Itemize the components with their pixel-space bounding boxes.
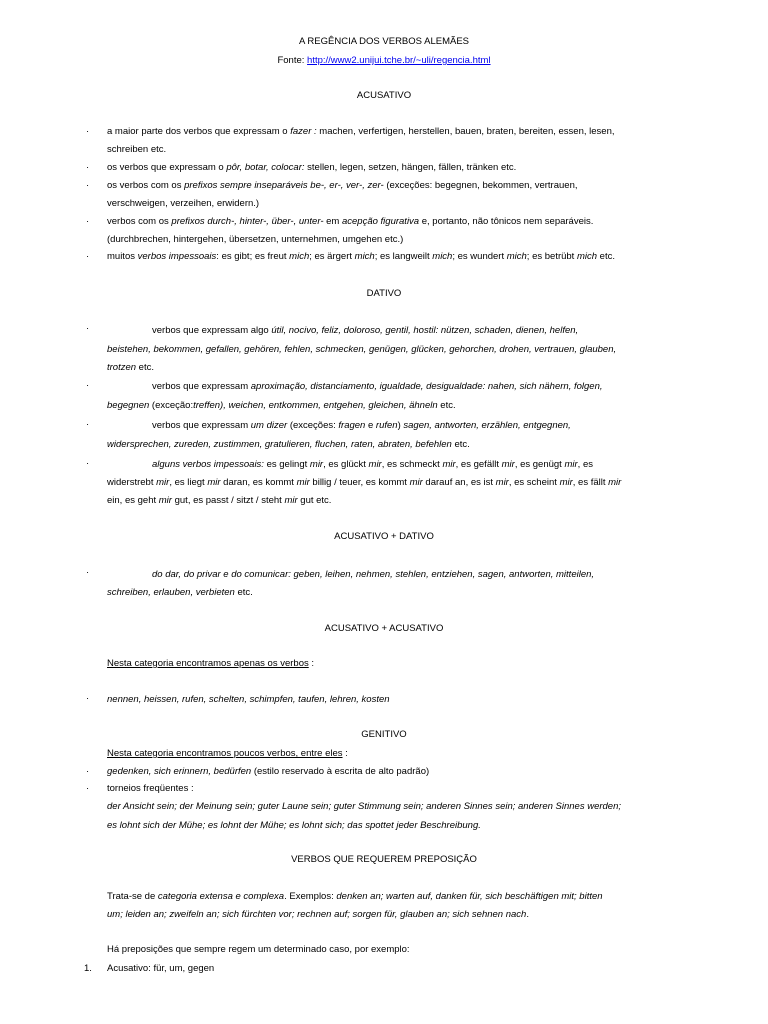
bullet: ·	[86, 180, 90, 191]
genitivo-line-4: es lohnt sich der Mühe; es lohnt der Mühe; es lohnt sich; das spottet jeder Beschreibung.	[107, 820, 481, 831]
bullet: ·	[86, 162, 90, 173]
dativo-line-5: begegnen (exceção:treffen), weichen, entkommen, entgehen, gleichen, ähneln etc.	[107, 400, 456, 411]
source-link[interactable]: http://www2.unijui.tche.br/~uli/regencia.html	[307, 55, 491, 66]
dativo-line-1: verbos que expressam algo útil, nocivo, feliz, doloroso, gentil, hostil: nützen, schaden, dienen, helfen,	[152, 325, 579, 336]
section-heading-acusativo-acusativo: ACUSATIVO + ACUSATIVO	[324, 623, 444, 634]
acusativo-line-3: os verbos que expressam o pôr, botar, colocar: stellen, legen, setzen, hängen, fällen, tränken etc.	[107, 162, 517, 173]
acusativo-line-1: a maior parte dos verbos que expressam o fazer : machen, verfertigen, herstellen, bauen, braten, bereiten, essen, lesen,	[107, 126, 615, 137]
intro-colon: :	[345, 748, 348, 759]
dativo-line-8: alguns verbos impessoais: es gelingt mir, es glückt mir, es schmeckt mir, es gefällt mir, es genügt mir, es	[152, 459, 593, 470]
section-heading-genitivo: GENITIVO	[361, 729, 407, 740]
acusativo-line-7: (durchbrechen, hintergehen, übersetzen, unternehmen, umgehen etc.)	[107, 234, 404, 245]
bullet: ·	[86, 216, 90, 227]
section-heading-acusativo-dativo: ACUSATIVO + DATIVO	[334, 531, 434, 542]
dativo-line-4: verbos que expressam aproximação, distanciamento, igualdade, desigualdade: nahen, sich nähern, folgen,	[152, 381, 603, 392]
dativo-line-9: widerstrebt mir, es liegt mir daran, es kommt mir billig / teuer, es kommt mir darauf an, es ist mir, es scheint mir, es fällt mir	[107, 477, 622, 488]
bullet: ·	[86, 419, 90, 430]
acusativo-line-2: schreiben etc.	[107, 144, 167, 155]
bullet: ·	[86, 380, 90, 391]
bullet: ·	[86, 251, 90, 262]
section-heading-preposicao: VERBOS QUE REQUEREM PREPOSIÇÃO	[291, 854, 477, 865]
bullet: ·	[86, 783, 90, 794]
source-line	[0, 52, 768, 70]
genitivo-line-1: gedenken, sich erinnern, bedürfen (estilo reservado à escrita de alto padrão)	[107, 766, 430, 777]
section-heading-acusativo: ACUSATIVO	[356, 90, 412, 101]
dativo-line-7: widersprechen, zureden, zustimmen, gratulieren, fluchen, raten, abraten, befehlen etc.	[107, 439, 470, 450]
acusativo-line-5: verschweigen, verzeihen, erwidern.)	[107, 198, 260, 209]
genitivo-intro	[107, 745, 348, 763]
page-title: A REGÊNCIA DOS VERBOS ALEMÃES	[298, 36, 469, 47]
source-label: Fonte:	[277, 55, 305, 66]
bullet: ·	[86, 766, 90, 777]
bullet: ·	[86, 693, 90, 704]
preposicao-line-3: Há preposições que sempre regem um determinado caso, por exemplo:	[107, 944, 410, 955]
bullet: ·	[86, 458, 90, 469]
list-number: 1.	[84, 963, 92, 974]
acusativo-acusativo-intro	[107, 655, 314, 673]
genitivo-line-2: torneios freqüentes :	[107, 783, 194, 794]
preposicao-line-2: um; leiden an; zweifeln an; sich fürchten vor; rechnen auf; sorgen für, glauben an; sich sehnen nach.	[107, 909, 529, 920]
acusativo-dativo-line-1: do dar, do privar e do comunicar: geben, leihen, nehmen, stehlen, entziehen, sagen, antworten, mitteilen,	[152, 569, 595, 580]
acusativo-line-8: muitos verbos impessoais: es gibt; es freut mich; es ärgert mich; es langweilt mich; es wundert mich; es betrübt mich etc.	[107, 251, 615, 262]
bullet: ·	[86, 126, 90, 137]
acusativo-dativo-line-2: schreiben, erlauben, verbieten etc.	[107, 587, 253, 598]
acusativo-acusativo-line-1: nennen, heissen, rufen, schelten, schimpfen, taufen, lehren, kosten	[107, 694, 390, 705]
intro-text: Nesta categoria encontramos apenas os verbos	[107, 658, 309, 669]
dativo-line-2: beistehen, bekommen, gefallen, gehören, fehlen, schmecken, genügen, glücken, gehorchen, drohen, vertrauen, glauben,	[107, 344, 617, 355]
acusativo-line-4: os verbos com os prefixos sempre inseparáveis be-, er-, ver-, zer- (exceções: begegnen, bekommen, vertrauen,	[107, 180, 578, 191]
preposicao-line-1: Trata-se de categoria extensa e complexa. Exemplos: denken an; warten auf, danken für, sich beschäftigen mit; bitten	[107, 891, 603, 902]
dativo-line-3: trotzen etc.	[107, 362, 154, 373]
acusativo-line-6: verbos com os prefixos durch-, hinter-, über-, unter- em acepção figurativa e, portanto, não tônicos nem separáveis.	[107, 216, 594, 227]
genitivo-line-3: der Ansicht sein; der Meinung sein; guter Laune sein; guter Stimmung sein; anderen Sinnes sein; anderen Sinnes werden;	[107, 801, 622, 812]
intro-colon: :	[311, 658, 315, 669]
dativo-line-10: ein, es geht mir gut, es passt / sitzt / steht mir gut etc.	[107, 495, 332, 506]
dativo-line-6: verbos que expressam um dizer (exceções: fragen e rufen) sagen, antworten, erzählen, entgegnen,	[152, 420, 571, 431]
bullet: ·	[86, 567, 90, 578]
intro-text: Nesta categoria encontramos poucos verbos, entre eles	[107, 748, 343, 759]
preposicao-list-item-1: Acusativo: für, um, gegen	[107, 963, 215, 974]
section-heading-dativo: DATIVO	[366, 288, 402, 299]
bullet: ·	[86, 323, 90, 334]
